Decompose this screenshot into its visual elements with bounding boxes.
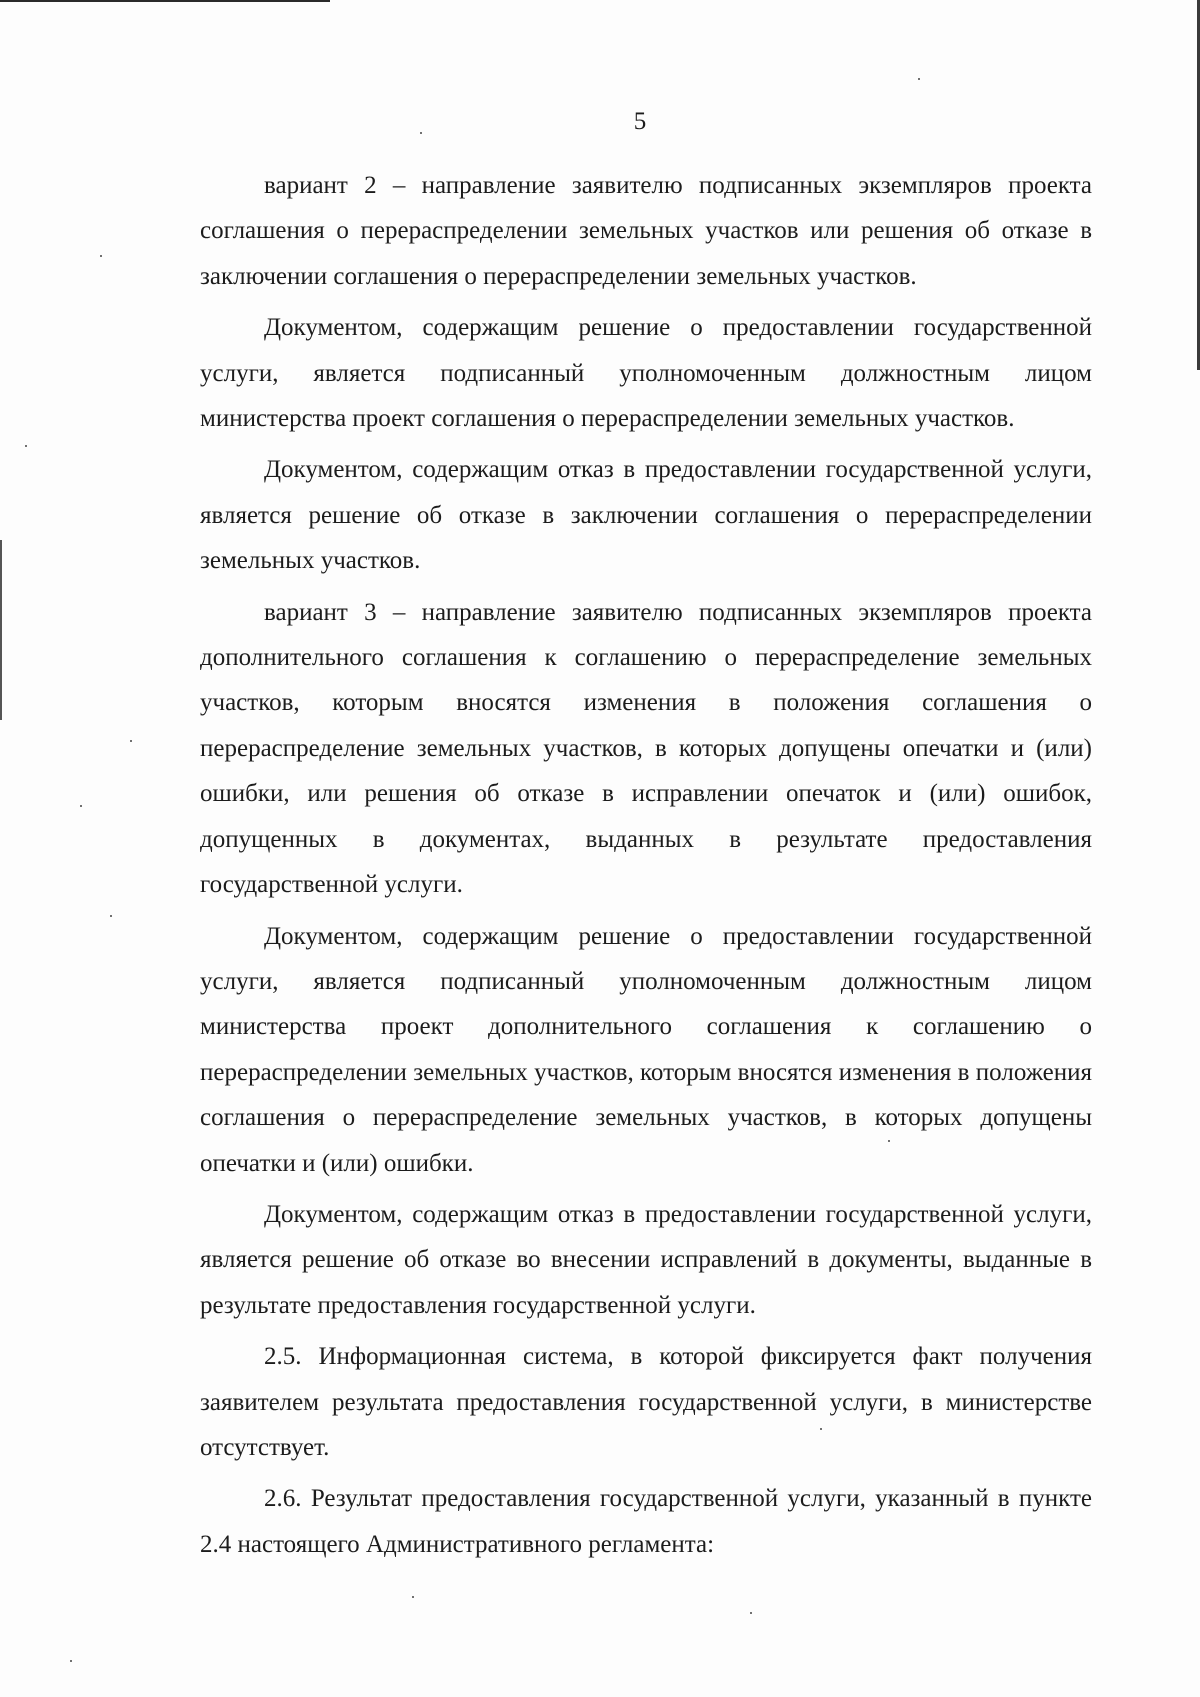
scan-speck xyxy=(100,255,102,257)
paragraph-refusal-document-2: Документом, содержащим отказ в предоставлении государственной услуги, является решение об отказе во внесении исправлений в документы, выданные в результате предоставления государственной услуги. xyxy=(200,1200,1092,1319)
paragraph-refusal-document-1: Документом, содержащим отказ в предоставлении государственной услуги, является решение об отказе в заключении соглашения о перераспределении земельных участков. xyxy=(200,456,1092,575)
scan-speck xyxy=(110,915,112,917)
paragraph-variant-3: вариант 3 – направление заявителю подписанных экземпляров проекта дополнительного соглашения к соглашению о перераспределение земельных участков, которым вносятся изменения в положения соглашения о перераспределение земельных участков, в которых допущены опечатки и (или) ошибки, или решения об отказе в исправлении опечаток и (или) ошибок, допущенных в документах, выданных в результате предоставления государственной услуги. xyxy=(200,598,1092,899)
scan-speck xyxy=(80,805,82,807)
document-body xyxy=(200,163,1092,1567)
scan-speck xyxy=(25,445,27,447)
scan-speck xyxy=(130,740,132,742)
scan-speck xyxy=(918,78,920,80)
scan-border-left xyxy=(0,540,2,720)
paragraph-section-2-6: 2.6. Результат предоставления государственной услуги, указанный в пункте 2.4 настоящего Административного регламента: xyxy=(200,1485,1092,1558)
paragraph-variant-2: вариант 2 – направление заявителю подписанных экземпляров проекта соглашения о перераспределении земельных участков или решения об отказе в заключении соглашения о перераспределении земельных участков. xyxy=(200,172,1092,290)
scan-speck xyxy=(412,1596,414,1598)
scan-speck xyxy=(420,132,422,134)
paragraph-section-2-5: 2.5. Информационная система, в которой фиксируется факт получения заявителем результата предоставления государственной услуги, в министерстве отсутствует. xyxy=(200,1343,1092,1461)
paragraph-decision-document-1: Документом, содержащим решение о предоставлении государственной услуги, является подписанный уполномоченным должностным лицом министерства проект соглашения о перераспределении земельных участков. xyxy=(200,314,1092,433)
page-number: 5 xyxy=(633,108,647,135)
paragraph-decision-document-2: Документом, содержащим решение о предоставлении государственной услуги, является подписанный уполномоченным должностным лицом министерства проект дополнительного соглашения к соглашению о перераспределении земельных участков, которым вносятся изменения в положения соглашения о перераспределение земельных участков, в которых допущены опечатки и (или) ошибки. xyxy=(200,922,1092,1177)
scan-speck xyxy=(888,1140,890,1142)
scan-border-top xyxy=(0,0,330,2)
scan-speck xyxy=(750,1612,752,1614)
scan-speck xyxy=(70,1660,72,1662)
scan-speck xyxy=(820,1428,822,1430)
